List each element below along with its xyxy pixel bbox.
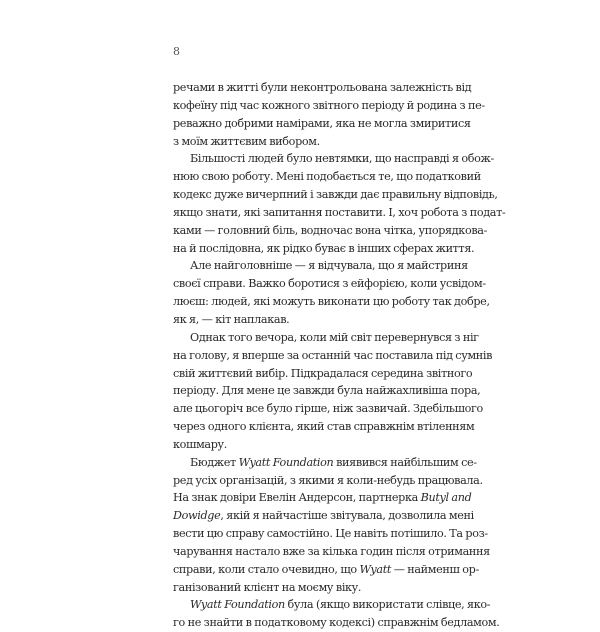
text-line: Але найголовніше — я відчувала, що я майстриня [190, 259, 468, 273]
text-line: кошмару. [173, 437, 228, 451]
text-line: речами в житті були неконтрольована залежність від [173, 81, 472, 94]
italic-title: Wyatt Foundation [190, 598, 285, 612]
text-line: Бюджет Wyatt Foundation виявився найбільшим се- [190, 455, 477, 469]
text-line: кофеїну під час кожного звітного періоду й родина з пе- [173, 98, 485, 112]
text-line: реважно добрими намірами, яка не могла змиритися [173, 116, 471, 130]
italic-title: Dowidge [173, 509, 221, 523]
text-line: чарування настало вже за кілька годин після отримання [173, 544, 490, 558]
text-line: на й послідовна, як рідко буває в інших сферах життя. [173, 241, 475, 255]
italic-title: Butyl and [420, 491, 472, 505]
text-line: На знак довіри Евелін Андерсон, партнерка Butyl and [173, 491, 472, 505]
text-line: через одного клієнта, який став справжнім втіленням [173, 420, 475, 434]
text-line: ред усіх організацій, з якими я коли-небудь працювала. [173, 473, 483, 487]
text-line: Wyatt Foundation була (якщо використати слівце, яко- [190, 598, 491, 612]
text-line: свій життєвий вибір. Підкрадалася середина звітного [173, 366, 473, 380]
text-line: го не знайти в податковому кодексі) справжнім бедламом. [173, 616, 500, 630]
text-line: вести цю справу самостійно. Це навіть потішило. Та роз- [173, 527, 488, 541]
text-line: як я, — кіт наплакав. [173, 312, 290, 326]
text-line: Dowidge, якій я найчастіше звітувала, дозволила мені [173, 509, 474, 523]
italic-title: Wyatt [359, 562, 391, 576]
text-line: але цьогоріч все було гірше, ніж зазвичай. Здебільшого [173, 402, 483, 416]
text-line: з моїм життєвим вибором. [173, 134, 320, 148]
body-text [173, 79, 506, 632]
text-line: на голову, я вперше за останній час поставила під сумнів [173, 348, 493, 362]
text-line: люєш: людей, які можуть виконати цю роботу так добре, [173, 295, 490, 309]
text-line: справи, коли стало очевидно, що Wyatt — найменш ор- [173, 562, 479, 576]
text-line: Однак того вечора, коли мій світ перевернувся з ніг [190, 330, 479, 344]
italic-title: Wyatt Foundation [238, 455, 334, 469]
text-line: своєї справи. Важко боротися з ейфорією, коли усвідом- [173, 277, 486, 291]
text-line: кодекс дуже вичерпний і завжди дає правильну відповідь, [173, 188, 498, 202]
text-line: Більшості людей було невтямки, що насправді я обож- [190, 152, 494, 166]
page-number: 8 [173, 45, 180, 58]
text-line: якщо знати, які запитання поставити. І, хоч робота з подат- [173, 205, 506, 219]
text-line: нюю свою роботу. Мені подобається те, що податковий [173, 170, 481, 184]
text-line: ками — головний біль, водночас вона чітка, упорядкова- [173, 223, 488, 237]
text-line: ганізований клієнт на моєму віку. [173, 580, 362, 594]
text-line: періоду. Для мене це завжди була найжахливіша пора, [173, 384, 481, 398]
